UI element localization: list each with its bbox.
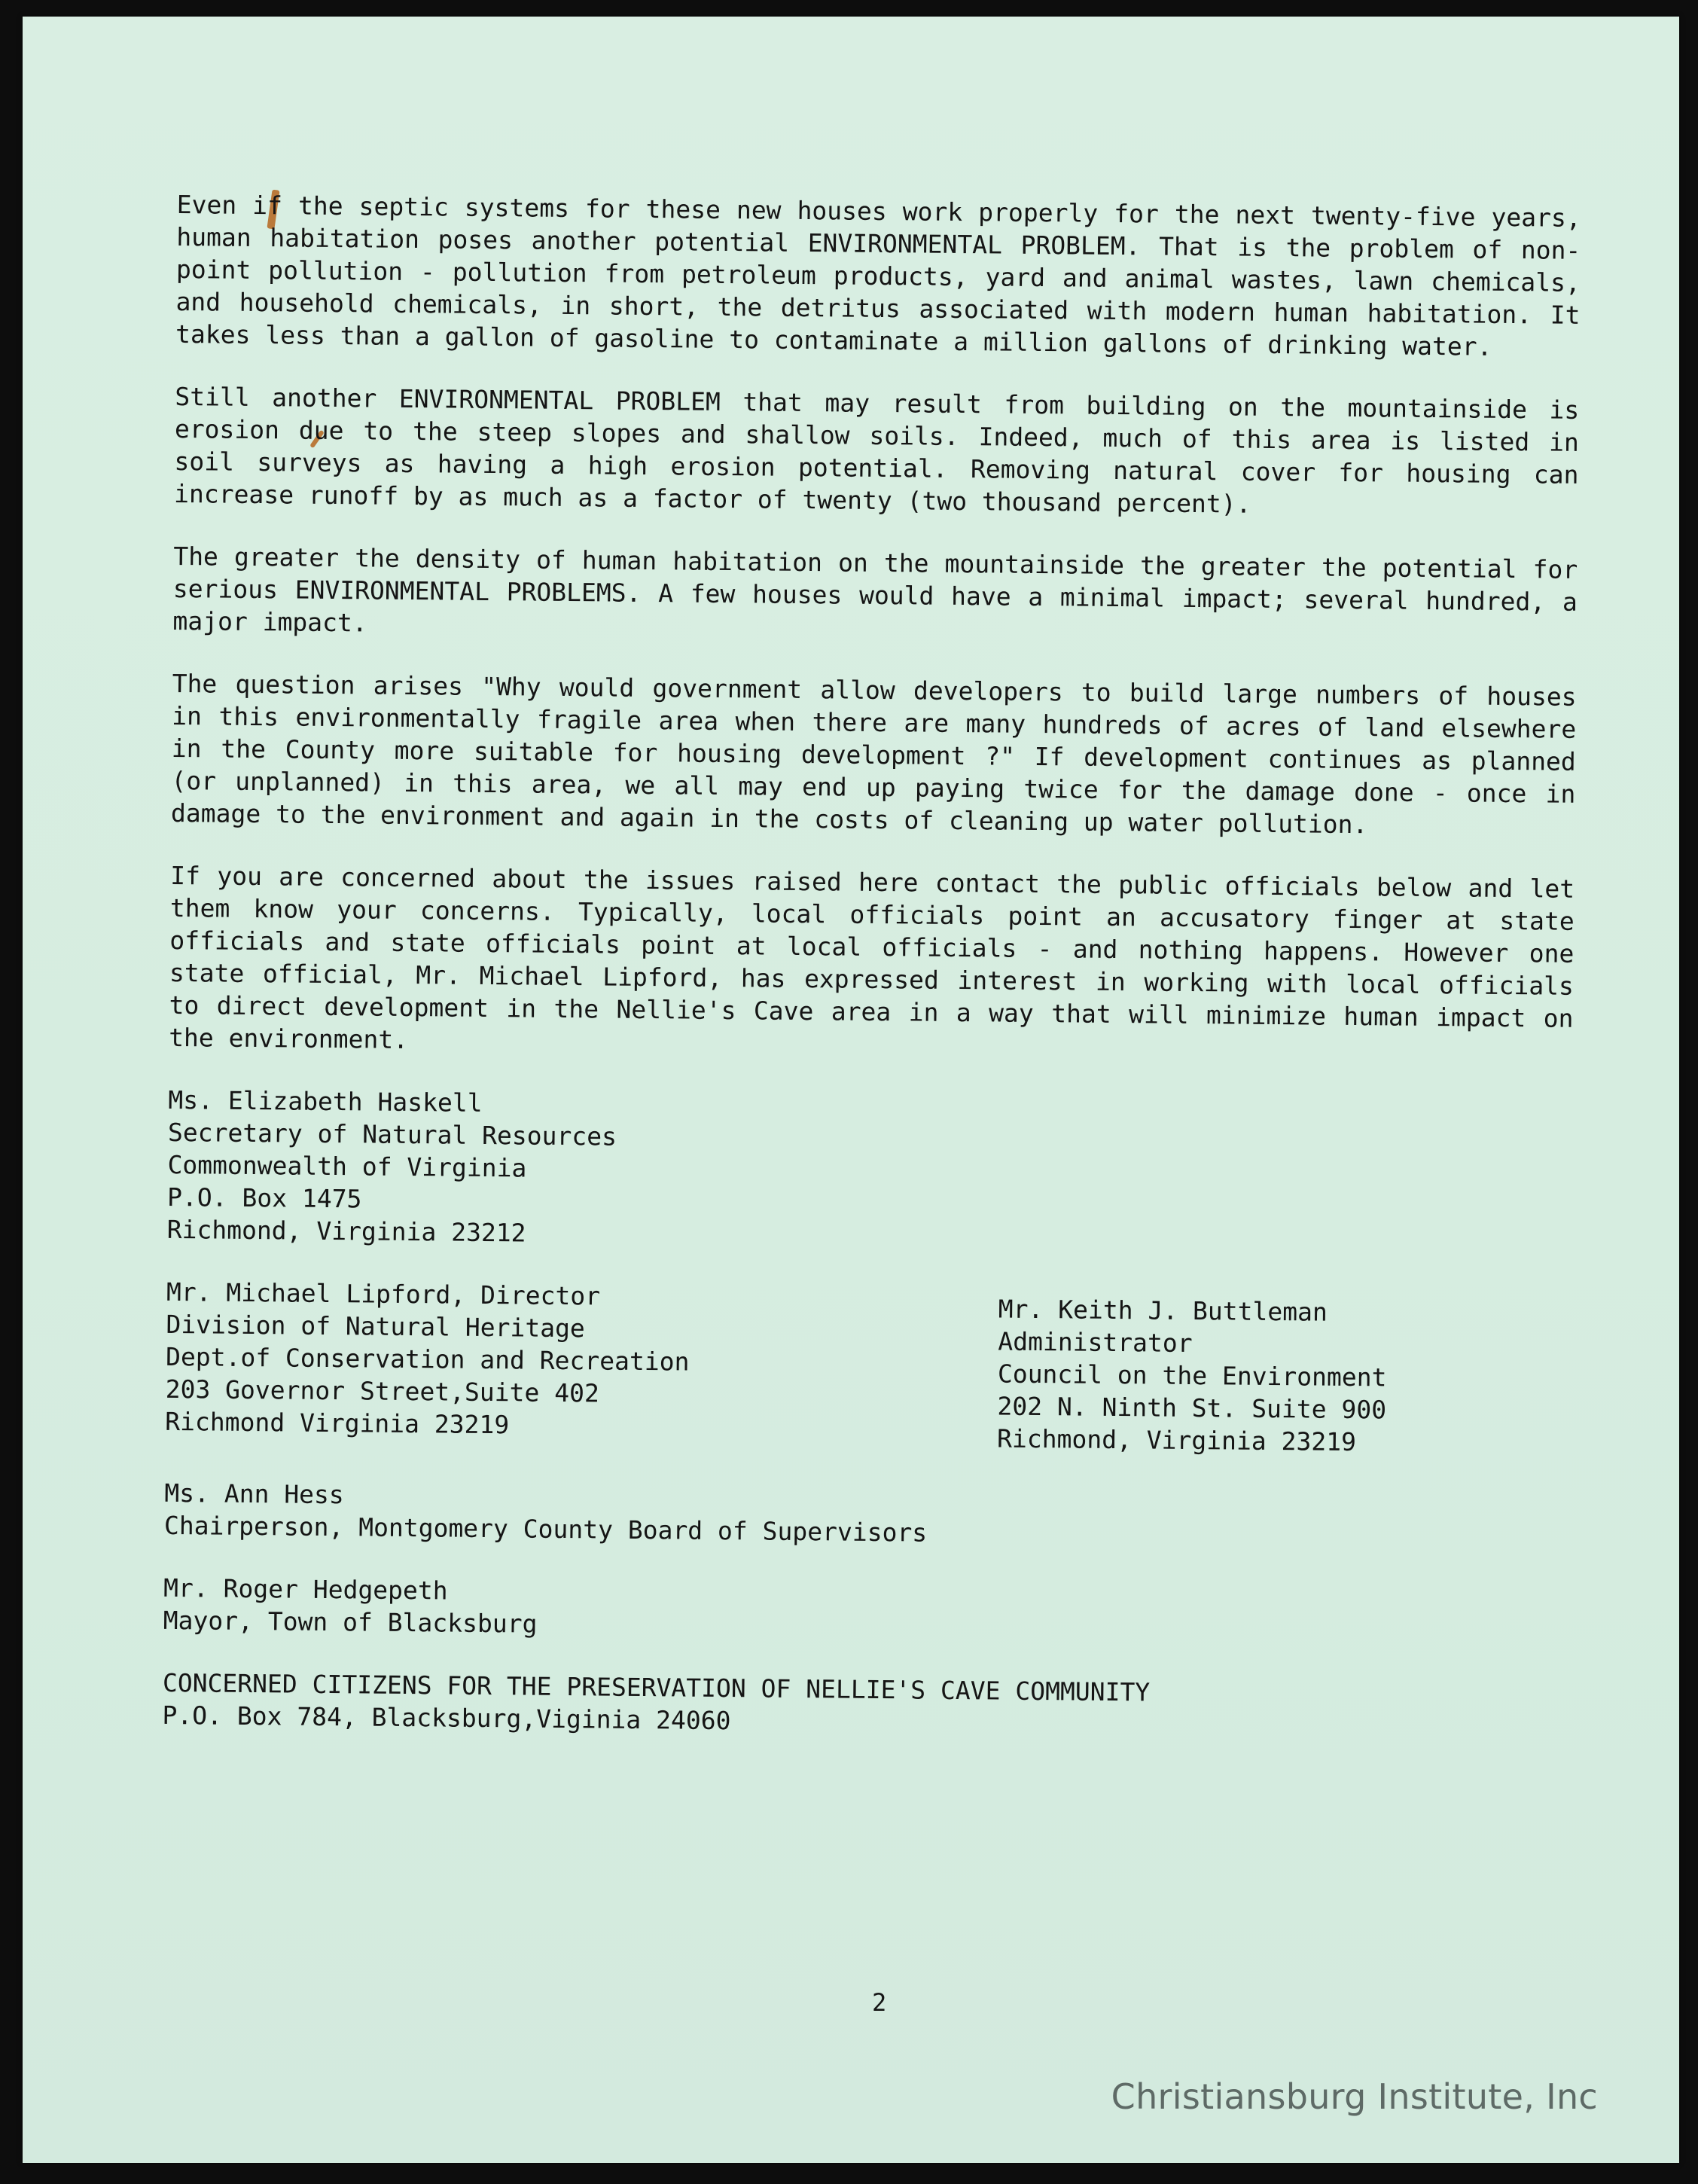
contact-line: 203 Governor Street,Suite 402	[165, 1374, 600, 1408]
paragraph-erosion: Still another ENVIRONMENTAL PROBLEM that may result from building on the mountainside is erosion due to the steep slopes and shallow soils. Indeed, much of this area is listed in soil surveys as having a high erosion potential. Removing natural cover for housing can increase runoff by as much as a factor of twenty (two thousand percent).	[173, 381, 1580, 519]
contact-line: Richmond, Virginia 23219	[996, 1423, 1357, 1457]
paragraph-contact-officials: If you are concerned about the issues raised here contact the public officials below and let them know your concerns. Typically, local officials point an accusatory finger at state officials and state officials point at local officials - and nothing happens. However one state official, Mr. Michael Lipford, has expressed interest in working with local officials to direct development in the Nellie's Cave area in a way that will minimize human impact on the environment.	[168, 860, 1575, 1054]
letter-body	[162, 188, 1581, 1775]
contact-line: Mayor, Town of Blacksburg	[163, 1605, 538, 1639]
contact-line: Chairperson, Montgomery County Board of Supervisors	[163, 1510, 928, 1548]
contact-line: Commonwealth of Virginia	[167, 1149, 527, 1183]
contact-line: Administrator	[998, 1326, 1193, 1359]
contact-line: P.O. Box 1475	[166, 1182, 362, 1214]
contact-line: Division of Natural Heritage	[166, 1309, 585, 1344]
contact-hess	[164, 1477, 1569, 1555]
page-number: 2	[872, 1988, 887, 2017]
contact-line: Mr. Michael Lipford, Director	[166, 1277, 601, 1311]
paragraph-density: The greater the density of human habitation on the mountainside the greater the potential for serious ENVIRONMENTAL PROBLEMS. A few houses would have a minimal impact; several hundred, a major impact.	[172, 541, 1578, 638]
contact-line: Ms. Elizabeth Haskell	[168, 1084, 483, 1118]
document-page	[23, 17, 1679, 2163]
contact-line: 202 N. Ninth St. Suite 900	[997, 1391, 1387, 1425]
contact-lipford	[165, 1276, 919, 1454]
contact-line: Mr. Roger Hedgepeth	[163, 1572, 448, 1606]
paragraph-government-question: The question arises "Why would government allow developers to build large numbers of houses in this environmentally fragile area when there are many hundreds of acres of land elsewhere in the County more suitable for housing development ?" If development continues as planned (or unplanned) in this area, we all may end up paying twice for the damage done - once in damage to the environment and again in the costs of cleaning up water pollution.	[170, 668, 1577, 840]
contact-line: Secretary of Natural Resources	[167, 1117, 617, 1151]
paragraph-nonpoint-pollution: Even if the septic systems for these new houses work properly for the next twenty-five years, human habitation poses another potential ENVIRONMENTAL PROBLEM. That is the problem of non-point pollution - pollution from petroleum products, yard and animal wastes, lawn chemicals, and household chemicals, in short, the detritus associated with modern human habitation. It takes less than a gallon of gasoline to contaminate a million gallons of drinking water.	[175, 189, 1581, 361]
contact-line: Mr. Keith J. Buttleman	[998, 1294, 1328, 1327]
contacts-two-column	[165, 1276, 1571, 1460]
contact-line: Council on the Environment	[997, 1359, 1387, 1392]
contact-line: Ms. Ann Hess	[164, 1478, 344, 1510]
contact-line: Richmond, Virginia 23212	[166, 1214, 526, 1248]
contact-buttleman	[997, 1284, 1571, 1460]
contact-line: Dept.of Conservation and Recreation	[165, 1341, 690, 1377]
organization-signature	[162, 1667, 1567, 1745]
organization-name: CONCERNED CITIZENS FOR THE PRESERVATION OF NELLIE'S CAVE COMMUNITY	[162, 1667, 1151, 1707]
contact-hedgepeth	[163, 1572, 1568, 1650]
organization-address: P.O. Box 784, Blacksburg,Viginia 24060	[162, 1700, 731, 1736]
contact-haskell	[167, 1084, 1573, 1259]
archive-watermark: Christiansburg Institute, Inc	[1111, 2076, 1598, 2117]
contact-line: Richmond Virginia 23219	[165, 1406, 510, 1440]
